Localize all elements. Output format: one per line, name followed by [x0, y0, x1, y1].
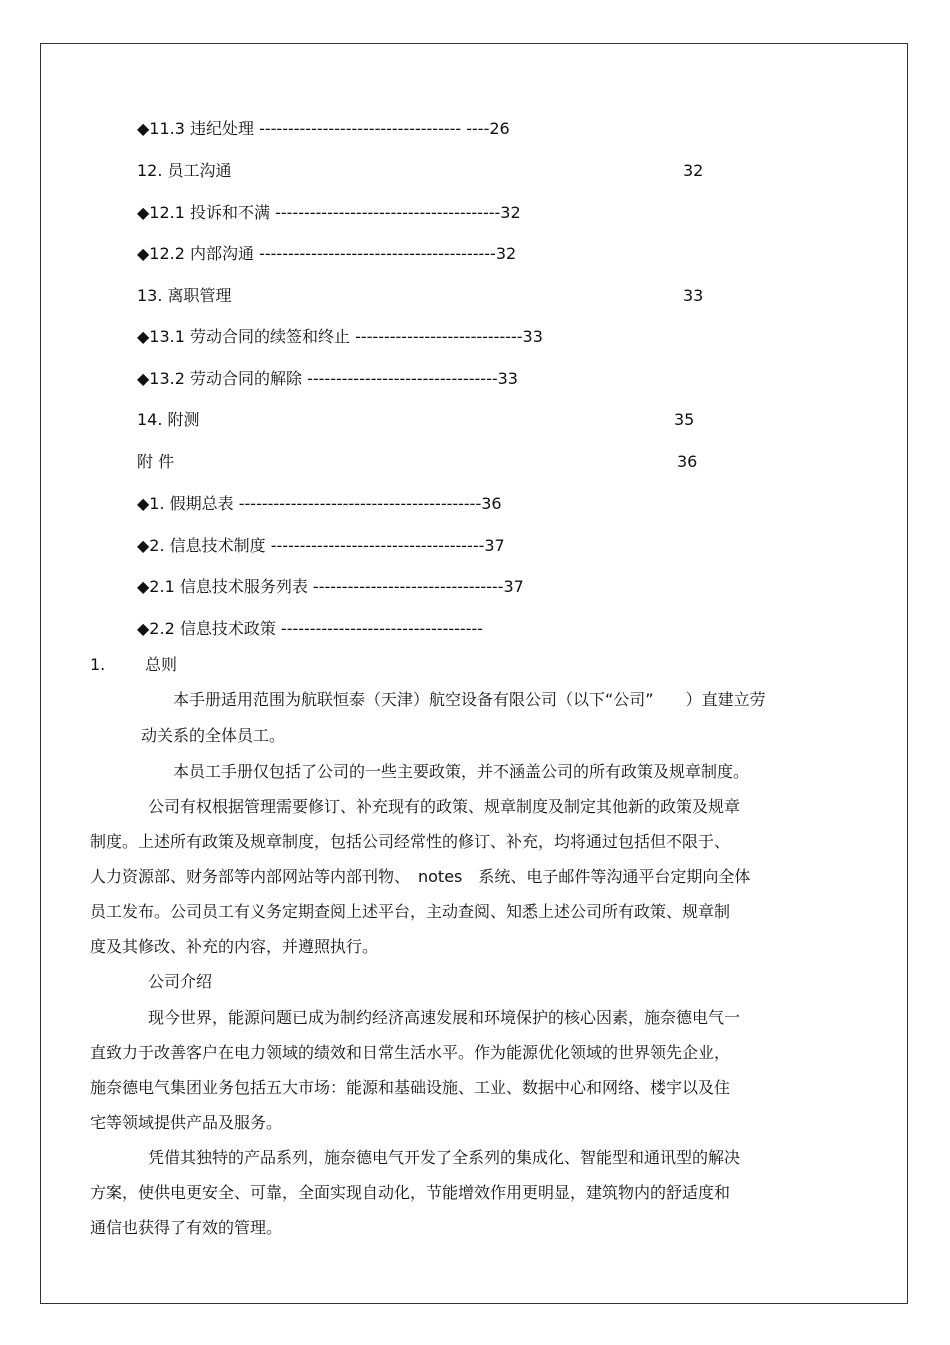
body-line: 宅等领域提供产品及服务。 [90, 1113, 283, 1132]
body-line: 度及其修改、补充的内容，并遵照执行。 [90, 937, 379, 956]
toc-entry: 14. 附测 [137, 410, 200, 429]
toc-page-number: 32 [683, 161, 704, 180]
toc-entry: 12. 员工沟通 [137, 161, 232, 180]
toc-entry: 13. 离职管理 [137, 286, 232, 305]
toc-page-number: 33 [683, 286, 704, 305]
body-line: 现今世界，能源问题已成为制约经济高速发展和环境保护的核心因素，施奈德电气一 [148, 1008, 741, 1027]
toc-entry: ◆1. 假期总表 ------------------------------------------36 [137, 494, 502, 513]
body-line: 动关系的全体员工。 [141, 726, 286, 745]
toc-entry: 附 件 [137, 452, 175, 471]
toc-entry: ◆13.2 劳动合同的解除 ---------------------------------33 [137, 369, 518, 388]
section-title: 总则 [145, 655, 178, 674]
body-line: 人力资源部、财务部等内部网站等内部刊物、 notes 系统、电子邮件等沟通平台定期向全体 [90, 867, 751, 886]
toc-entry: ◆2. 信息技术制度 -------------------------------------37 [137, 536, 505, 555]
body-line: 公司有权根据管理需要修订、补充现有的政策、规章制度及制定其他新的政策及规章 [148, 797, 741, 816]
body-line: 本员工手册仅包括了公司的一些主要政策，并不涵盖公司的所有政策及规章制度。 [173, 762, 750, 781]
body-line: 通信也获得了有效的管理。 [90, 1218, 283, 1237]
body-line: 凭借其独特的产品系列，施奈德电气开发了全系列的集成化、智能型和通讯型的解决 [148, 1148, 741, 1167]
body-line: 员工发布。公司员工有义务定期查阅上述平台，主动查阅、知悉上述公司所有政策、规章制 [90, 902, 731, 921]
toc-entry: ◆12.2 内部沟通 -----------------------------------------32 [137, 244, 517, 263]
toc-entry: ◆11.3 违纪处理 ----------------------------------- ----26 [137, 119, 510, 138]
body-line: 本手册适用范围为航联恒泰（天津）航空设备有限公司（以下“公司” ）直建立劳 [173, 690, 766, 709]
toc-entry: ◆13.1 劳动合同的续签和终止 -----------------------------33 [137, 327, 543, 346]
toc-page-number: 36 [677, 452, 698, 471]
section-number: 1. [90, 655, 106, 674]
body-line: 直致力于改善客户在电力领域的绩效和日常生活水平。作为能源优化领域的世界领先企业， [90, 1043, 731, 1062]
toc-page-number: 35 [674, 410, 695, 429]
toc-entry: ◆2.1 信息技术服务列表 ---------------------------------37 [137, 577, 524, 596]
toc-entry: ◆2.2 信息技术政策 ----------------------------------- [137, 619, 483, 638]
body-line: 方案，使供电更安全、可靠，全面实现自动化，节能增效作用更明显，建筑物内的舒适度和 [90, 1183, 731, 1202]
body-line: 制度。上述所有政策及规章制度，包括公司经常性的修订、补充，均将通过包括但不限于、 [90, 832, 731, 851]
body-line: 施奈德电气集团业务包括五大市场：能源和基础设施、工业、数据中心和网络、楼宇以及住 [90, 1078, 731, 1097]
subsection-title: 公司介绍 [148, 972, 213, 991]
toc-entry: ◆12.1 投诉和不满 ---------------------------------------32 [137, 203, 521, 222]
